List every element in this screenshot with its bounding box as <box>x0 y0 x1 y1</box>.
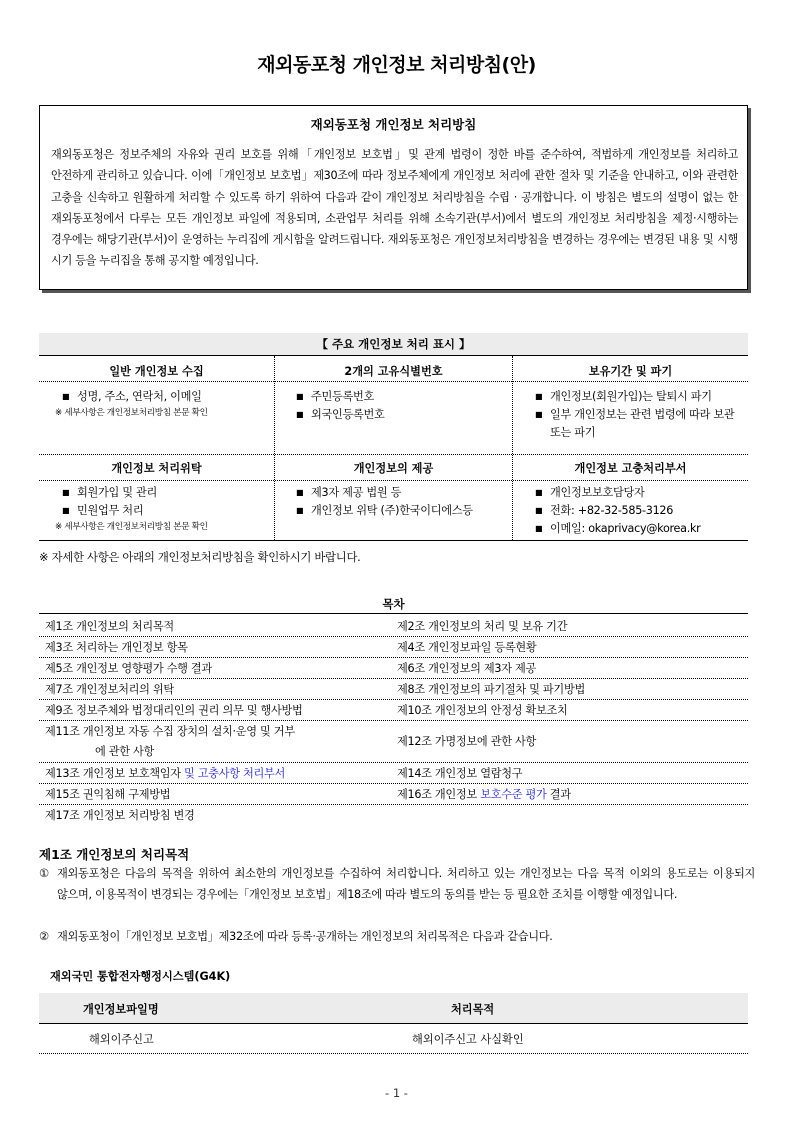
summary-cell-body <box>296 388 510 424</box>
toc-link-text: 제13조 개인정보 보호책임자 <box>45 767 181 780</box>
summary-cell-title: 2개의 고유식별번호 <box>344 365 443 378</box>
list-item: ■ 제3자 제공 법원 등 <box>296 484 510 502</box>
table-cell: 해외이주신고 <box>89 1033 154 1046</box>
toc-row <box>45 660 748 677</box>
toc-link[interactable]: 제2조 개인정보의 처리 및 보유 기간 <box>397 620 568 633</box>
intro-box <box>39 105 748 290</box>
list-item: ■ 개인정보(회원가입)는 탈퇴시 파기 <box>535 388 735 406</box>
summary-divider <box>39 454 748 455</box>
toc-link[interactable]: 제11조 개인정보 자동 수집 장치의 설치·운영 및 거부 <box>45 725 295 738</box>
toc-divider <box>39 636 748 637</box>
table-cell: 해외이주신고 사실확인 <box>412 1033 524 1046</box>
summary-cell-title: 개인정보 처리위탁 <box>111 462 202 475</box>
summary-note: ※ 세부사항은 개인정보처리방침 본문 확인 <box>55 522 208 532</box>
toc-link-text: 결과 <box>546 788 571 801</box>
summary-cell-body <box>535 388 735 442</box>
toc-link[interactable] <box>45 765 385 781</box>
section-title: 제1조 개인정보의 처리목적 <box>39 847 190 862</box>
toc-divider <box>39 678 748 679</box>
list-item: ■ 일부 개인정보는 관련 법령에 따라 보관 또는 파기 <box>535 406 735 442</box>
toc-link-highlight: 보호수준 평가 <box>480 788 547 801</box>
list-item: ■ 회원가입 및 관리 <box>62 484 272 502</box>
list-item: ■ 이메일: okaprivacy@korea.kr <box>535 520 745 538</box>
list-item: ■ 개인정보 위탁 (주)한국이디에스등 <box>296 502 510 520</box>
list-item: ■ 전화: +82-32-585-3126 <box>535 502 745 520</box>
summary-column-separator <box>512 356 513 540</box>
toc-link-text: 제16조 개인정보 <box>397 788 481 801</box>
summary-cell-body <box>62 388 272 406</box>
toc-link[interactable]: 제12조 가명정보에 관한 사항 <box>397 735 536 748</box>
document-title: 재외동포청 개인정보 처리방침(안) <box>257 54 536 76</box>
toc-link[interactable]: 제10조 개인정보의 안정성 확보조치 <box>397 704 568 717</box>
paragraph-number: ② <box>39 930 49 943</box>
summary-divider <box>39 540 748 541</box>
toc-divider <box>39 613 748 614</box>
summary-cell-title: 개인정보 고충처리부서 <box>574 462 687 475</box>
summary-cell-title: 일반 개인정보 수집 <box>109 365 204 378</box>
summary-divider <box>39 381 748 382</box>
toc-link[interactable]: 제17조 개인정보 처리방침 변경 <box>45 809 195 822</box>
list-item: ■ 민원업무 처리 <box>62 502 272 520</box>
toc-divider <box>39 783 748 784</box>
table-divider <box>39 1053 748 1054</box>
toc-link[interactable]: 제7조 개인정보처리의 위탁 <box>45 683 174 696</box>
toc-row <box>45 765 748 782</box>
toc-link[interactable]: 제8조 개인정보의 파기절차 및 파기방법 <box>397 683 585 696</box>
toc-divider <box>39 699 748 700</box>
toc-divider <box>39 804 748 805</box>
table-divider <box>39 1023 748 1024</box>
paragraph-number: ① <box>39 867 49 880</box>
toc-link[interactable]: 제4조 개인정보파일 등록현황 <box>397 641 537 654</box>
column-header: 처리목적 <box>451 1003 495 1016</box>
summary-divider <box>39 480 748 481</box>
toc-link[interactable]: 제5조 개인정보 영향평가 수행 결과 <box>45 662 212 675</box>
toc-divider <box>39 657 748 658</box>
toc-link[interactable]: 제14조 개인정보 열람청구 <box>397 767 523 780</box>
toc-link-highlight: 및 고충사항 처리부서 <box>180 767 286 780</box>
intro-text: 재외동포청은 정보주체의 자유와 권리 보호를 위해「개인정보 보호법」및 관계 법령이 정한 바를 준수하여, 적법하게 개인정보를 처리하고 안전하게 관리하고 있습니다. 이에「개인정보 보호법」제30조에 따라 정보주체에게 개인정보 처리에 관한 절차 및 기준을 안내하고, 이와 관련한 고충을 신속하고 원활하게 처리할 수 있도록 하기 위하여 다음과 같이 개인정보 처리방침을 수립 · 공개합니다. 이 방침은 별도의 설명이 없는 한 재외동포청에서 다루는 모든 개인정보 파일에 적용되며, 소관업무 처리를 위해 소속기관(부서)에서 별도의 개인정보 처리방침을 제정·시행하는 경우에는 해당기관(부서)이 운영하는 누리집에 게시함을 알려드립니다. 재외동포청은 개인정보처리방침을 변경하는 경우에는 변경된 내용 및 시행 시기 등을 누리집을 통해 공지할 예정입니다. <box>51 148 738 268</box>
summary-column-separator <box>274 356 275 540</box>
paragraph-text: 재외동포청은 다음의 목적을 위하여 최소한의 개인정보를 수집하여 처리합니다. 처리하고 있는 개인정보는 다음 목적 이외의 용도로는 이용되지 않으며, 이용목적이 변경되는 경우에는「개인정보 보호법」제18조에 따라 별도의 동의를 받는 등 필요한 조치를 이행할 예정입니다. <box>57 867 755 901</box>
list-item: ■ 개인정보보호담당자 <box>535 484 745 502</box>
summary-note: ※ 세부사항은 개인정보처리방침 본문 확인 <box>55 408 208 418</box>
numbered-paragraph <box>39 927 755 948</box>
list-item: ■ 주민등록번호 <box>296 388 510 406</box>
numbered-paragraph <box>39 864 755 926</box>
summary-cell-body <box>535 484 745 538</box>
toc-link[interactable]: 제15조 권익침해 구제방법 <box>45 788 171 801</box>
toc-row <box>45 786 748 803</box>
system-title: 재외국민 통합전자행정시스템(G4K) <box>50 970 231 983</box>
toc-divider <box>39 762 748 763</box>
intro-title: 재외동포청 개인정보 처리방침 <box>310 117 477 132</box>
page-number: - 1 - <box>385 1086 408 1100</box>
summary-divider <box>39 355 748 356</box>
summary-remark: ※ 자세한 사항은 아래의 개인정보처리방침을 확인하시기 바랍니다. <box>39 550 361 564</box>
summary-cell-title: 개인정보의 제공 <box>353 462 434 475</box>
toc-row <box>45 681 748 698</box>
summary-cell-body <box>62 484 272 520</box>
toc-row <box>45 639 748 656</box>
column-header: 개인정보파일명 <box>83 1003 159 1016</box>
toc-divider <box>39 720 748 721</box>
toc-link[interactable]: 제1조 개인정보의 처리목적 <box>45 620 174 633</box>
paragraph-text: 재외동포청이「개인정보 보호법」제32조에 따라 등록·공개하는 개인정보의 처리목적은 다음과 같습니다. <box>57 930 553 943</box>
toc-link[interactable]: 제9조 정보주체와 법정대리인의 권리 의무 및 행사방법 <box>45 704 303 717</box>
summary-cell-body <box>296 484 510 520</box>
toc-title: 목차 <box>382 597 405 611</box>
toc-row <box>45 618 748 635</box>
toc-link-continued[interactable]: 에 관한 사항 <box>95 745 155 758</box>
toc-row <box>45 723 748 761</box>
toc-link[interactable]: 제6조 개인정보의 제3자 제공 <box>397 662 536 675</box>
toc-link[interactable] <box>397 786 747 802</box>
toc-link[interactable]: 제3조 처리하는 개인정보 항목 <box>45 641 188 654</box>
summary-cell-title: 보유기간 및 파기 <box>588 365 673 378</box>
list-item: ■ 외국인등록번호 <box>296 406 510 424</box>
table-header <box>39 993 748 1023</box>
list-item: ■ 성명, 주소, 연락처, 이메일 <box>62 388 272 406</box>
toc-row <box>45 702 748 719</box>
toc-row <box>45 807 748 824</box>
summary-header: 【 주요 개인정보 처리 표시 】 <box>39 333 748 355</box>
